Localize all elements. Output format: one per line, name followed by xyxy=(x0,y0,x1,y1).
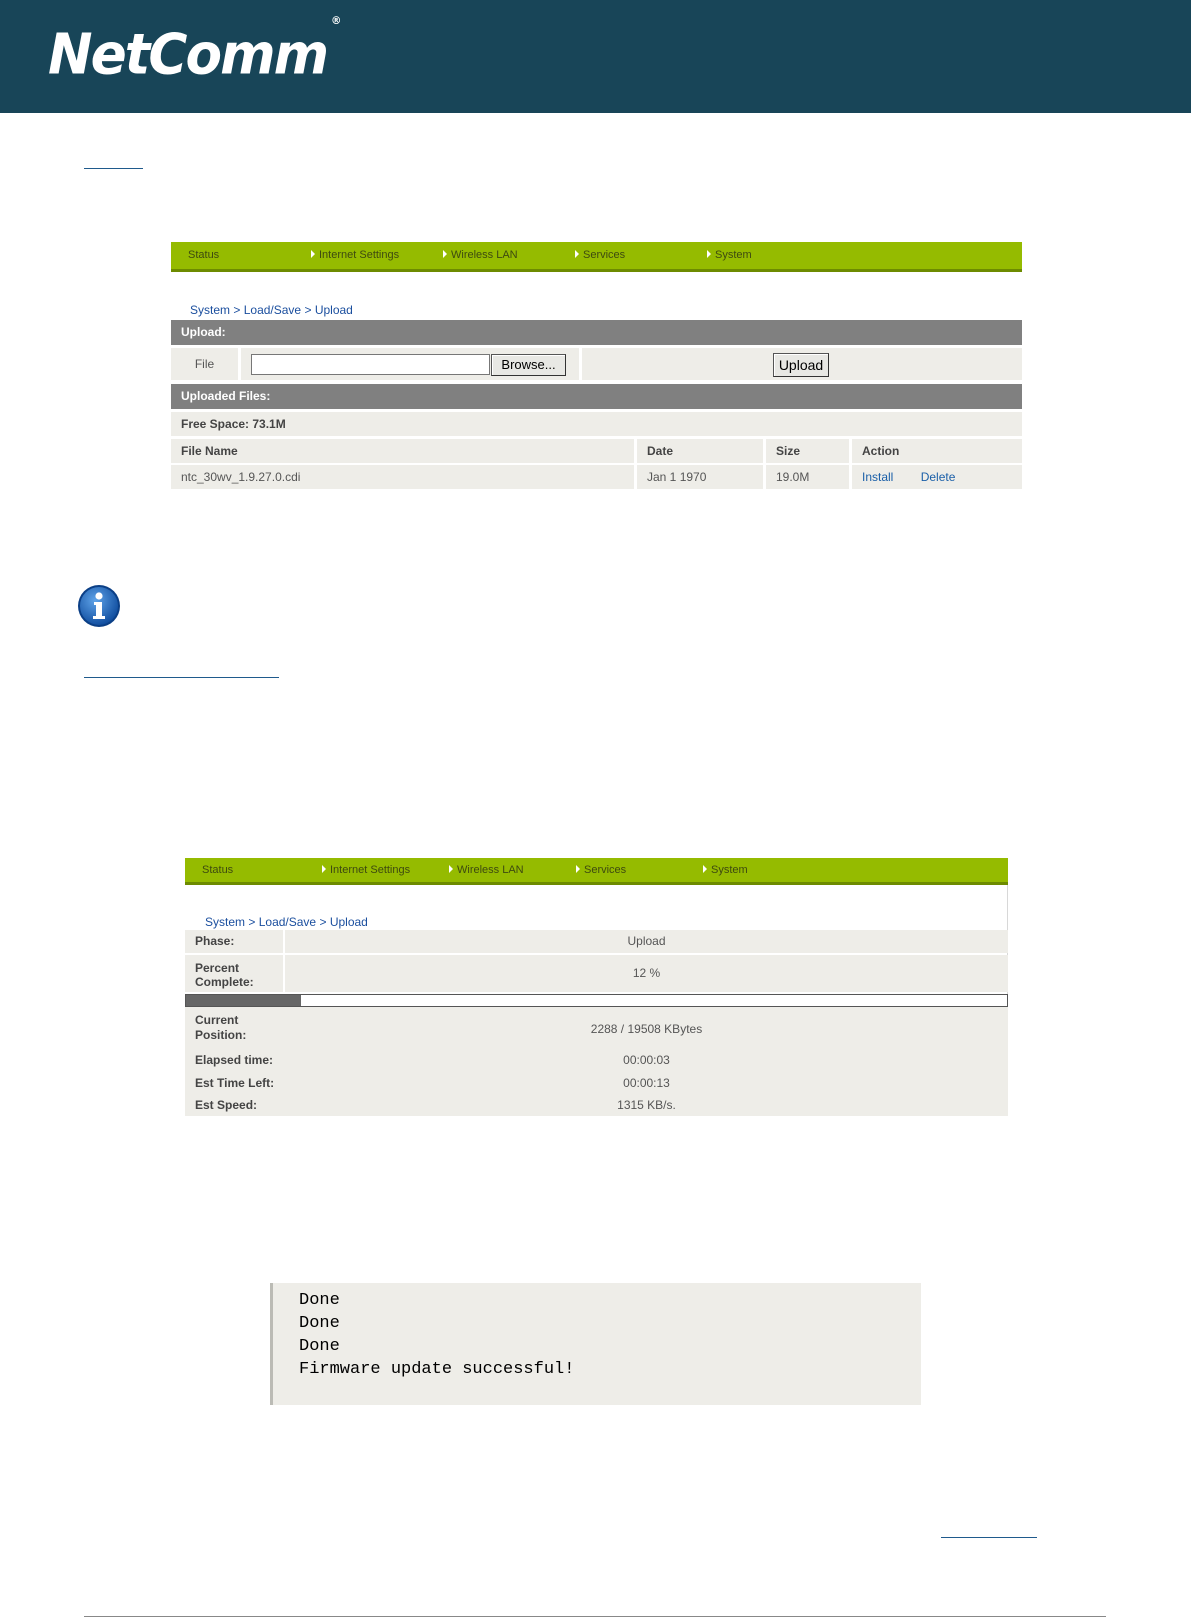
upload-screenshot xyxy=(171,242,1022,490)
breadcrumb-separator: > xyxy=(233,303,241,317)
nav-internet-settings[interactable] xyxy=(311,249,399,261)
link-underline xyxy=(941,1537,1037,1538)
heading-underline xyxy=(84,168,143,169)
position-label xyxy=(185,1011,283,1047)
arrow-right-icon xyxy=(576,865,580,873)
upload-button[interactable]: Upload xyxy=(773,353,829,377)
nav-system[interactable] xyxy=(707,249,752,261)
upload-progress-screenshot xyxy=(185,858,1008,1116)
column-header-action: Action xyxy=(852,439,1022,463)
upload-section-header: Upload: xyxy=(171,320,1022,345)
nav-status[interactable]: Status xyxy=(202,864,234,876)
info-icon xyxy=(77,584,121,628)
nav-wireless-lan[interactable] xyxy=(449,864,524,876)
position-label-line: Current xyxy=(195,1013,239,1027)
breadcrumb xyxy=(190,303,353,317)
breadcrumb-system[interactable]: System xyxy=(205,915,246,929)
percent-label-line: Complete: xyxy=(195,975,254,989)
percent-label-line: Percent xyxy=(195,961,240,975)
breadcrumb-upload[interactable]: Upload xyxy=(329,915,368,929)
column-header-size: Size xyxy=(766,439,849,463)
elapsed-value: 00:00:03 xyxy=(623,1053,670,1067)
arrow-right-icon xyxy=(703,865,707,873)
nav-services[interactable] xyxy=(575,249,625,261)
nav-system[interactable] xyxy=(703,864,748,876)
browse-button[interactable]: Browse... xyxy=(491,354,566,376)
nav-label: Services xyxy=(583,249,626,261)
install-link[interactable]: Install xyxy=(862,470,894,484)
arrow-right-icon xyxy=(449,865,453,873)
console-line: Done xyxy=(299,1291,340,1310)
breadcrumb-system[interactable]: System xyxy=(190,303,231,317)
top-nav xyxy=(171,242,1022,272)
elapsed-label: Elapsed time: xyxy=(195,1053,274,1067)
heading-underline xyxy=(84,677,279,678)
nav-label: System xyxy=(711,864,748,876)
cell-size: 19.0M xyxy=(766,465,849,489)
console-output xyxy=(270,1283,921,1405)
nav-label: Wireless LAN xyxy=(451,249,518,261)
speed-label: Est Speed: xyxy=(195,1098,258,1112)
breadcrumb xyxy=(205,915,368,929)
uploaded-files-header: Uploaded Files: xyxy=(171,384,1022,409)
cell-file-name: ntc_30wv_1.9.27.0.cdi xyxy=(171,465,634,489)
percent-value: 12 % xyxy=(285,955,1008,992)
nav-label: Services xyxy=(584,864,627,876)
breadcrumb-separator: > xyxy=(248,915,256,929)
console-line: Done xyxy=(299,1314,340,1333)
percent-label xyxy=(185,955,283,992)
cell-date: Jan 1 1970 xyxy=(637,465,763,489)
arrow-right-icon xyxy=(443,250,447,258)
footer-rule xyxy=(84,1616,1106,1617)
phase-value: Upload xyxy=(285,930,1008,953)
file-path-input[interactable] xyxy=(251,354,490,375)
breadcrumb-separator: > xyxy=(304,303,312,317)
nav-wireless-lan[interactable] xyxy=(443,249,518,261)
free-space: Free Space: 73.1M xyxy=(171,412,1022,436)
console-line: Done xyxy=(299,1337,340,1356)
nav-label: Wireless LAN xyxy=(457,864,524,876)
progress-bar xyxy=(185,994,1008,1007)
file-label-cell: File xyxy=(171,348,238,380)
nav-status[interactable]: Status xyxy=(188,249,220,261)
netcomm-logo: NetComm® xyxy=(48,14,342,88)
breadcrumb-load-save[interactable]: Load/Save xyxy=(258,915,317,929)
breadcrumb-separator: > xyxy=(319,915,327,929)
nav-internet-settings[interactable] xyxy=(322,864,410,876)
arrow-right-icon xyxy=(707,250,711,258)
position-label-line: Position: xyxy=(195,1028,247,1042)
top-nav xyxy=(185,858,1008,885)
page-header xyxy=(0,0,1191,113)
nav-label: Internet Settings xyxy=(319,249,400,261)
time-left-label: Est Time Left: xyxy=(195,1076,275,1090)
arrow-right-icon xyxy=(311,250,315,258)
console-line: Firmware update successful! xyxy=(299,1360,575,1379)
delete-link[interactable]: Delete xyxy=(920,470,956,484)
nav-services[interactable] xyxy=(576,864,626,876)
column-header-file-name: File Name xyxy=(171,439,634,463)
arrow-right-icon xyxy=(322,865,326,873)
progress-bar-fill xyxy=(186,995,301,1006)
nav-label: System xyxy=(715,249,752,261)
breadcrumb-upload[interactable]: Upload xyxy=(314,303,353,317)
time-left-value: 00:00:13 xyxy=(623,1076,670,1090)
arrow-right-icon xyxy=(575,250,579,258)
phase-label: Phase: xyxy=(185,930,283,953)
column-header-date: Date xyxy=(637,439,763,463)
nav-label: Internet Settings xyxy=(330,864,411,876)
cell-action xyxy=(852,465,1022,489)
speed-value: 1315 KB/s. xyxy=(617,1098,676,1112)
position-value: 2288 / 19508 KBytes xyxy=(590,1022,703,1036)
breadcrumb-load-save[interactable]: Load/Save xyxy=(243,303,302,317)
